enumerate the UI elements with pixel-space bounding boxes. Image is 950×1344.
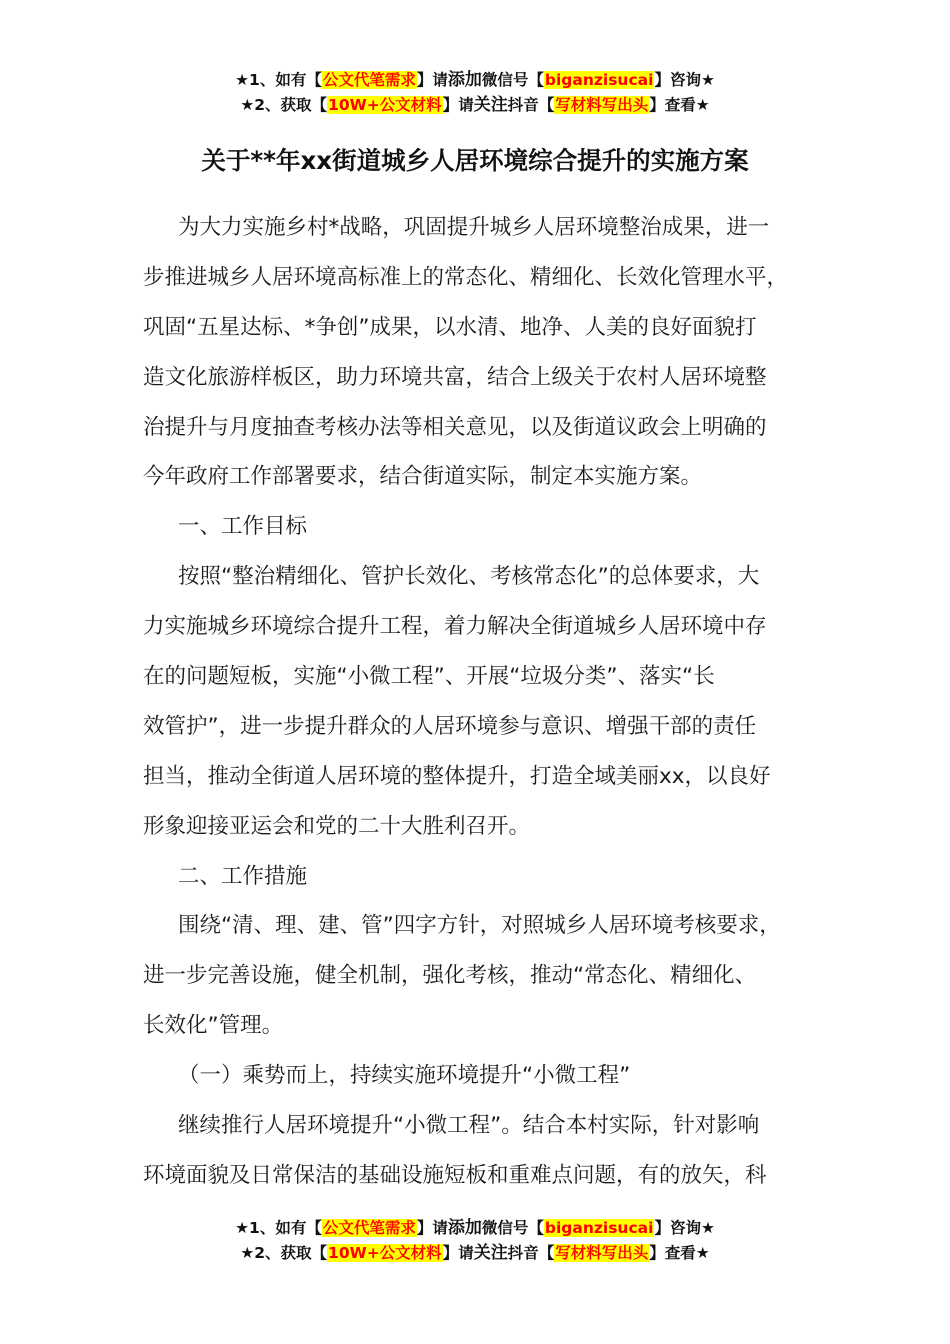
paragraph-line: 担当，推动全街道人居环境的整体提升，打造全域美丽xx，以良好 [143, 763, 771, 789]
paragraph-line: 效管护”，进一步提升群众的人居环境参与意识、增强干部的责任 [143, 713, 757, 739]
footer-banner [0, 1216, 950, 1266]
banner-text: 】查看★ [649, 96, 710, 114]
paragraph-line: 今年政府工作部署要求，结合街道实际，制定本实施方案。 [143, 464, 703, 490]
paragraph-line: 按照“整治精细化、管护长效化、考核常态化”的总体要求，大 [178, 564, 760, 590]
banner-line-2 [0, 1241, 950, 1266]
header-banner [0, 68, 950, 118]
paragraph-line: 长效化”管理。 [143, 1013, 284, 1039]
banner-text: ★2、获取【 [240, 96, 328, 114]
banner-text: ★1、如有【 [235, 71, 322, 89]
banner-line-2 [0, 93, 950, 118]
paragraph-line: 围绕“清、理、建、管”四字方针，对照城乡人居环境考核要求， [178, 913, 781, 939]
section-heading: 一、工作目标 [178, 514, 308, 540]
banner-text: 抖音【 [507, 1244, 555, 1262]
document-title: 关于**年xx街道城乡人居环境综合提升的实施方案 [201, 146, 749, 175]
banner-line-1 [0, 68, 950, 93]
banner-douyin-id: 写材料写出头 [555, 96, 649, 114]
banner-line-1 [0, 1216, 950, 1241]
subsection-heading: （一）乘势而上，持续实施环境提升“小微工程” [178, 1063, 631, 1089]
banner-highlight: 公文代笔需求 [322, 71, 416, 89]
banner-text: 】咨询★ [654, 1219, 715, 1237]
banner-text: 】请 [416, 71, 448, 89]
banner-text: 】请 [442, 1244, 474, 1262]
banner-text: 】查看★ [649, 1244, 710, 1262]
paragraph-line: 治提升与月度抽查考核办法等相关意见，以及街道议政会上明确的 [143, 414, 767, 440]
banner-text: 】请 [442, 96, 474, 114]
paragraph-line: 在的问题短板，实施“小微工程”、开展“垃圾分类”、落实“长 [143, 664, 715, 690]
banner-douyin-id: 写材料写出头 [555, 1244, 649, 1262]
paragraph-line: 形象迎接亚运会和党的二十大胜利召开。 [143, 813, 531, 839]
banner-wechat-id: biganzisucai [544, 1219, 654, 1237]
banner-highlight: 10W+公文材料 [328, 1244, 442, 1262]
paragraph-line: 继续推行人居环境提升“小微工程”。结合本村实际，针对影响 [178, 1113, 760, 1139]
document-body [143, 203, 823, 1201]
paragraph-line: 巩固“五星达标、*争创”成果，以水清、地净、人美的良好面貌打 [143, 314, 757, 340]
paragraph-line: 步推进城乡人居环境高标准上的常态化、精细化、长效化管理水平， [143, 264, 789, 290]
banner-text: ★1、如有【 [235, 1219, 322, 1237]
banner-highlight: 公文代笔需求 [322, 1219, 416, 1237]
banner-text: 微信号【 [481, 71, 544, 89]
banner-text: 】请 [416, 1219, 448, 1237]
banner-text: 添加 [447, 70, 482, 90]
banner-text: 添加 [447, 1218, 482, 1238]
section-heading: 二、工作措施 [178, 863, 308, 889]
banner-text: 关注 [473, 95, 508, 115]
banner-text: 关注 [473, 1243, 508, 1263]
banner-text: 微信号【 [481, 1219, 544, 1237]
paragraph-line: 进一步完善设施，健全机制，强化考核，推动“常态化、精细化、 [143, 963, 757, 989]
banner-wechat-id: biganzisucai [544, 71, 654, 89]
banner-text: ★2、获取【 [240, 1244, 328, 1262]
banner-highlight: 10W+公文材料 [328, 96, 442, 114]
banner-text: 】咨询★ [654, 71, 715, 89]
paragraph-line: 为大力实施乡村*战略，巩固提升城乡人居环境整治成果，进一 [178, 215, 770, 240]
paragraph-line: 环境面貌及日常保洁的基础设施短板和重难点问题，有的放矢，科 [143, 1162, 767, 1188]
paragraph-line: 造文化旅游样板区，助力环境共富，结合上级关于农村人居环境整 [143, 364, 767, 390]
banner-text: 抖音【 [507, 96, 555, 114]
paragraph-line: 力实施城乡环境综合提升工程，着力解决全街道城乡人居环境中存 [143, 614, 767, 640]
